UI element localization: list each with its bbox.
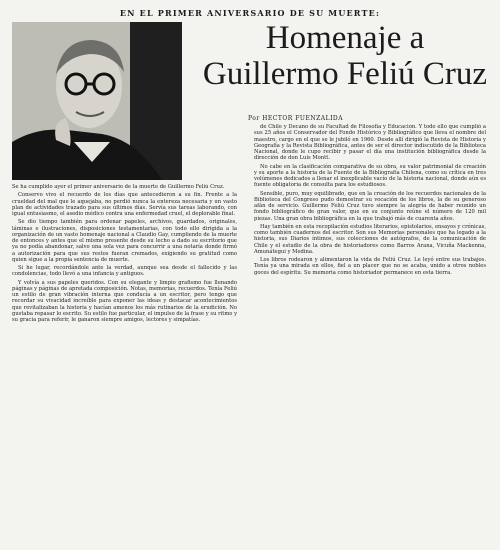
portrait-photo [12, 22, 182, 180]
paragraph: Los libros rodearon y alimentaron la vida de Feliú Cruz. Le leyó entre sus trabajos. Tenía ya una mirada en ellos, fiel a un placer que no se acaba, unido a otros nobles goces del espíritu. Su memoria como historiador permanece en esta tierra. [254, 257, 486, 276]
title-line-2: Guillermo Feliú Cruz [202, 56, 488, 92]
article-byline: Por HECTOR FUENZALIDA [248, 115, 344, 122]
article-column-2 [254, 124, 486, 542]
paragraph: Sensible, puro, muy equilibrado, que en la creación de los recuerdos nacionales de la Biblioteca del Congreso pudo demostrar su vocación de los libros, la de su generoso afán de servicio. Guillermo Feliú Cruz tuvo siempre la alegría de haber reunido un fondo bibliográfico de gran valor, que en su conjunto reúne el número de 120 mil piezas. Una gran obra bibliográfica en la que trabajó más de cuarenta años. [254, 190, 486, 222]
paragraph: Conservo vivo el recuerdo de los días que antecedieron a su fin. Frente a la crueldad del mal que le aquejaba, no perdió nunca la entereza necesaria y un vasto plan de actividades trazado para sus últimos días. Servía sus tareas laborando, con igual entusiasmo, el asedio médico contra una enfermedad cruel, el deplorable final. [12, 192, 237, 217]
article-title [200, 20, 490, 92]
paragraph: No cabe en la clasificación comparativa de su obra, su valor patrimonial de creación y su aporte a la historia de la Fuente de la Bibliografía Chilena, como su crítica en tres volúmenes dedicados a llenar el inexplicable vacío de la historia nacional, donde aún es fuente obligatoria de consulta para los estudiosos. [254, 163, 486, 189]
paragraph: Se dio tiempo también para ordenar papeles, archivos, guardados, originales, láminas e ilustraciones, disposiciones testamentarias, con todo ello dirigida a la organización de un vasto homenaje nacional a Claudio Gay, cumpliendo de la muerte de entonces y antes que el mismo presente desde su lecho a dado su escritorio que ya no podía abandonar, salvo una sola vez para concurrir a una notaría donde firmó a autorización para que sus restos fueran cremados, exigiendo su gratitud como quien sigue a la propia sentencia de muerte. [12, 219, 237, 263]
paragraph: Hay también en esta recopilación estudios literarios, epistolarios, ensayos y crónicas, como también cuadernos del escritor. Son sus Memorias personales que ha legado a la historia, sus Diarios íntimos, sus colecciones de autógrafos, de la comunicación de Chile y el estudio de la obra de historiadores como Barros Arana, Vicuña Mackenna, Amunátegui y Medina. [254, 223, 486, 255]
article-column-1 [12, 184, 237, 542]
title-line-1: Homenaje a [265, 20, 425, 56]
paragraph: de Chile y Decano de su Facultad de Filosofía y Educación. Y todo ello que cumplió a sus 25 años el Conservador del Fondo Histórico y Bibliográfico que lleva el nombre del maestro, cargo en el que se le jubiló en 1960. Desde allí dirigió la Revista de Historia y Geografía y la Revista Bibliográfica, antes de ser el director indiscutido de la Biblioteca Nacional, donde le cupo recibir y pasar el día una institución bibliográfica desde la dirección de don Luis Montt. [254, 124, 486, 162]
article-kicker: EN EL PRIMER ANIVERSARIO DE SU MUERTE: [119, 8, 381, 18]
paragraph: Se ha cumplido ayer el primer aniversario de la muerte de Guillermo Feliú Cruz. [12, 184, 225, 190]
paragraph: Y volvía a sus papeles queridos. Con su elegante y limpio grafismo fue llenando páginas y páginas de apretada composición. Notas, memorias, recuerdos. Tenía Feliú un estilo de gran vibración interna que conducía a un escritor, pero tengo que recordar su vivacidad increíble para exponer las ideas y destacar acontecimientos que revitalizaban la historia y hacían amenos los más rutinarios de la erudición. No gustaba repasar lo escrito. Su estilo fue particular, el impulso de la frase y su ritmo y su gracia para referir, le ganaron siempre amigos, lectores y simpatías. [12, 279, 237, 323]
paragraph: Si he lugar, recordándole ante la verdad, aunque sea desde el fallecido y las condolencias, todo llevó a una infancia y antiguos. [12, 265, 237, 278]
